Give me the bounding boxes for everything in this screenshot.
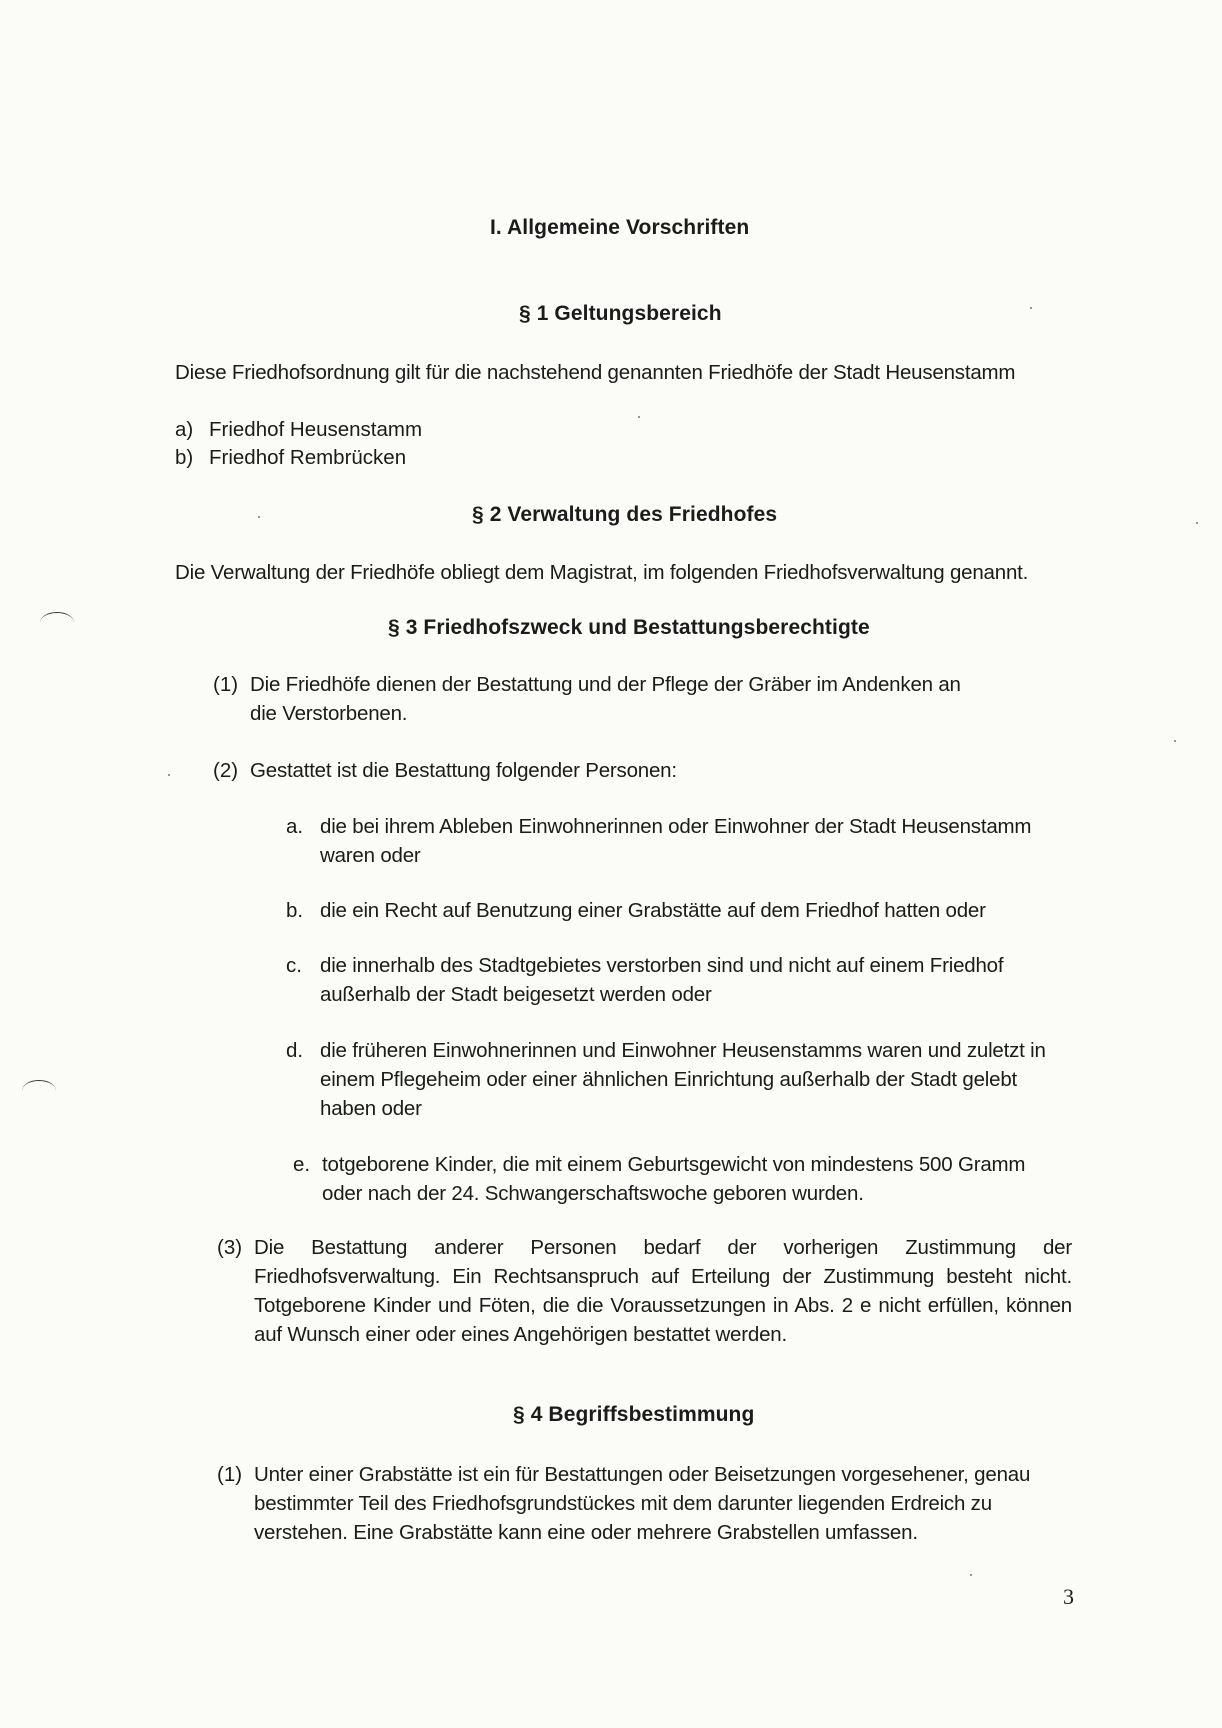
- list-item-text: die bei ihrem Ableben Einwohnerinnen oder Einwohner der Stadt Heusenstamm waren oder: [320, 815, 1032, 867]
- paragraph-number: (3): [217, 1236, 243, 1259]
- section-1-intro: Diese Friedhofsordnung gilt für die nachstehend genannten Friedhöfe der Stadt Heusenstamm: [175, 361, 1016, 384]
- list-item-label: b.: [286, 899, 304, 922]
- scan-speck: [258, 516, 260, 518]
- paragraph-number: (2): [213, 759, 239, 782]
- punch-hole-mark: [22, 1080, 56, 1101]
- list-item-text: totgeborene Kinder, die mit einem Geburtsgewicht von mindestens 500 Gramm oder nach der 24. Schwangerschaftswoche geboren wurden.: [322, 1153, 1026, 1205]
- list-item-text: Friedhof Heusenstamm: [209, 418, 423, 441]
- paragraph-text: Gestattet ist die Bestattung folgender Personen:: [250, 759, 677, 782]
- list-item-label: d.: [286, 1039, 304, 1062]
- paragraph-text: Die Bestattung anderer Personen bedarf der vorherigen Zustimmung der Friedhofsverwaltung. Ein Rechtsanspruch auf Erteilung der Zustimmung besteht nicht. Totgeborene Kinder und Föten, die die Voraussetzungen in Abs. 2 e nicht erfüllen, können auf Wunsch einer oder eines Angehörigen bestattet werden.: [254, 1236, 1072, 1346]
- section-2-text: Die Verwaltung der Friedhöfe obliegt dem Magistrat, im folgenden Friedhofsverwaltung genannt.: [175, 561, 1029, 584]
- list-item-text: die ein Recht auf Benutzung einer Grabstätte auf dem Friedhof hatten oder: [320, 899, 986, 922]
- page-number: 3: [1063, 1584, 1074, 1609]
- paragraph-number: (1): [217, 1463, 243, 1486]
- section-1-heading: § 1 Geltungsbereich: [519, 302, 722, 325]
- scan-speck: [1196, 522, 1198, 524]
- paragraph-text: Unter einer Grabstätte ist ein für Bestattungen oder Beisetzungen vorgesehener, genau bestimmter Teil des Friedhofsgrundstückes mit dem darunter liegenden Erdreich zu verstehen. Eine Grabstätte kann eine oder mehrere Grabstellen umfassen.: [254, 1463, 1031, 1544]
- list-item-label: a.: [286, 815, 304, 838]
- scan-speck: [168, 774, 170, 776]
- section-title: I. Allgemeine Vorschriften: [490, 216, 750, 239]
- list-item-label: a): [175, 418, 194, 441]
- paragraph-text: Die Friedhöfe dienen der Bestattung und der Pflege der Gräber im Andenken an die Verstorbenen.: [250, 673, 961, 725]
- section-3-heading: § 3 Friedhofszweck und Bestattungsberechtigte: [388, 616, 870, 639]
- section-2-heading: § 2 Verwaltung des Friedhofes: [472, 503, 778, 526]
- punch-hole-mark: [40, 612, 74, 633]
- paragraph-number: (1): [213, 673, 239, 696]
- scan-speck: [638, 416, 640, 418]
- list-item-text: Friedhof Rembrücken: [209, 446, 407, 469]
- list-item-label: b): [175, 446, 194, 469]
- list-item-label: e.: [293, 1153, 311, 1176]
- list-item-text: die innerhalb des Stadtgebietes verstorben sind und nicht auf einem Friedhof außerhalb der Stadt beigesetzt werden oder: [320, 954, 1004, 1006]
- scan-speck: [1174, 740, 1176, 742]
- list-item-text: die früheren Einwohnerinnen und Einwohner Heusenstamms waren und zuletzt in einem Pflegeheim oder einer ähnlichen Einrichtung außerhalb der Stadt gelebt haben oder: [320, 1039, 1046, 1120]
- scan-speck: [1030, 307, 1032, 309]
- list-item-label: c.: [286, 954, 302, 977]
- section-4-heading: § 4 Begriffsbestimmung: [513, 1403, 755, 1426]
- scan-speck: [970, 1574, 972, 1576]
